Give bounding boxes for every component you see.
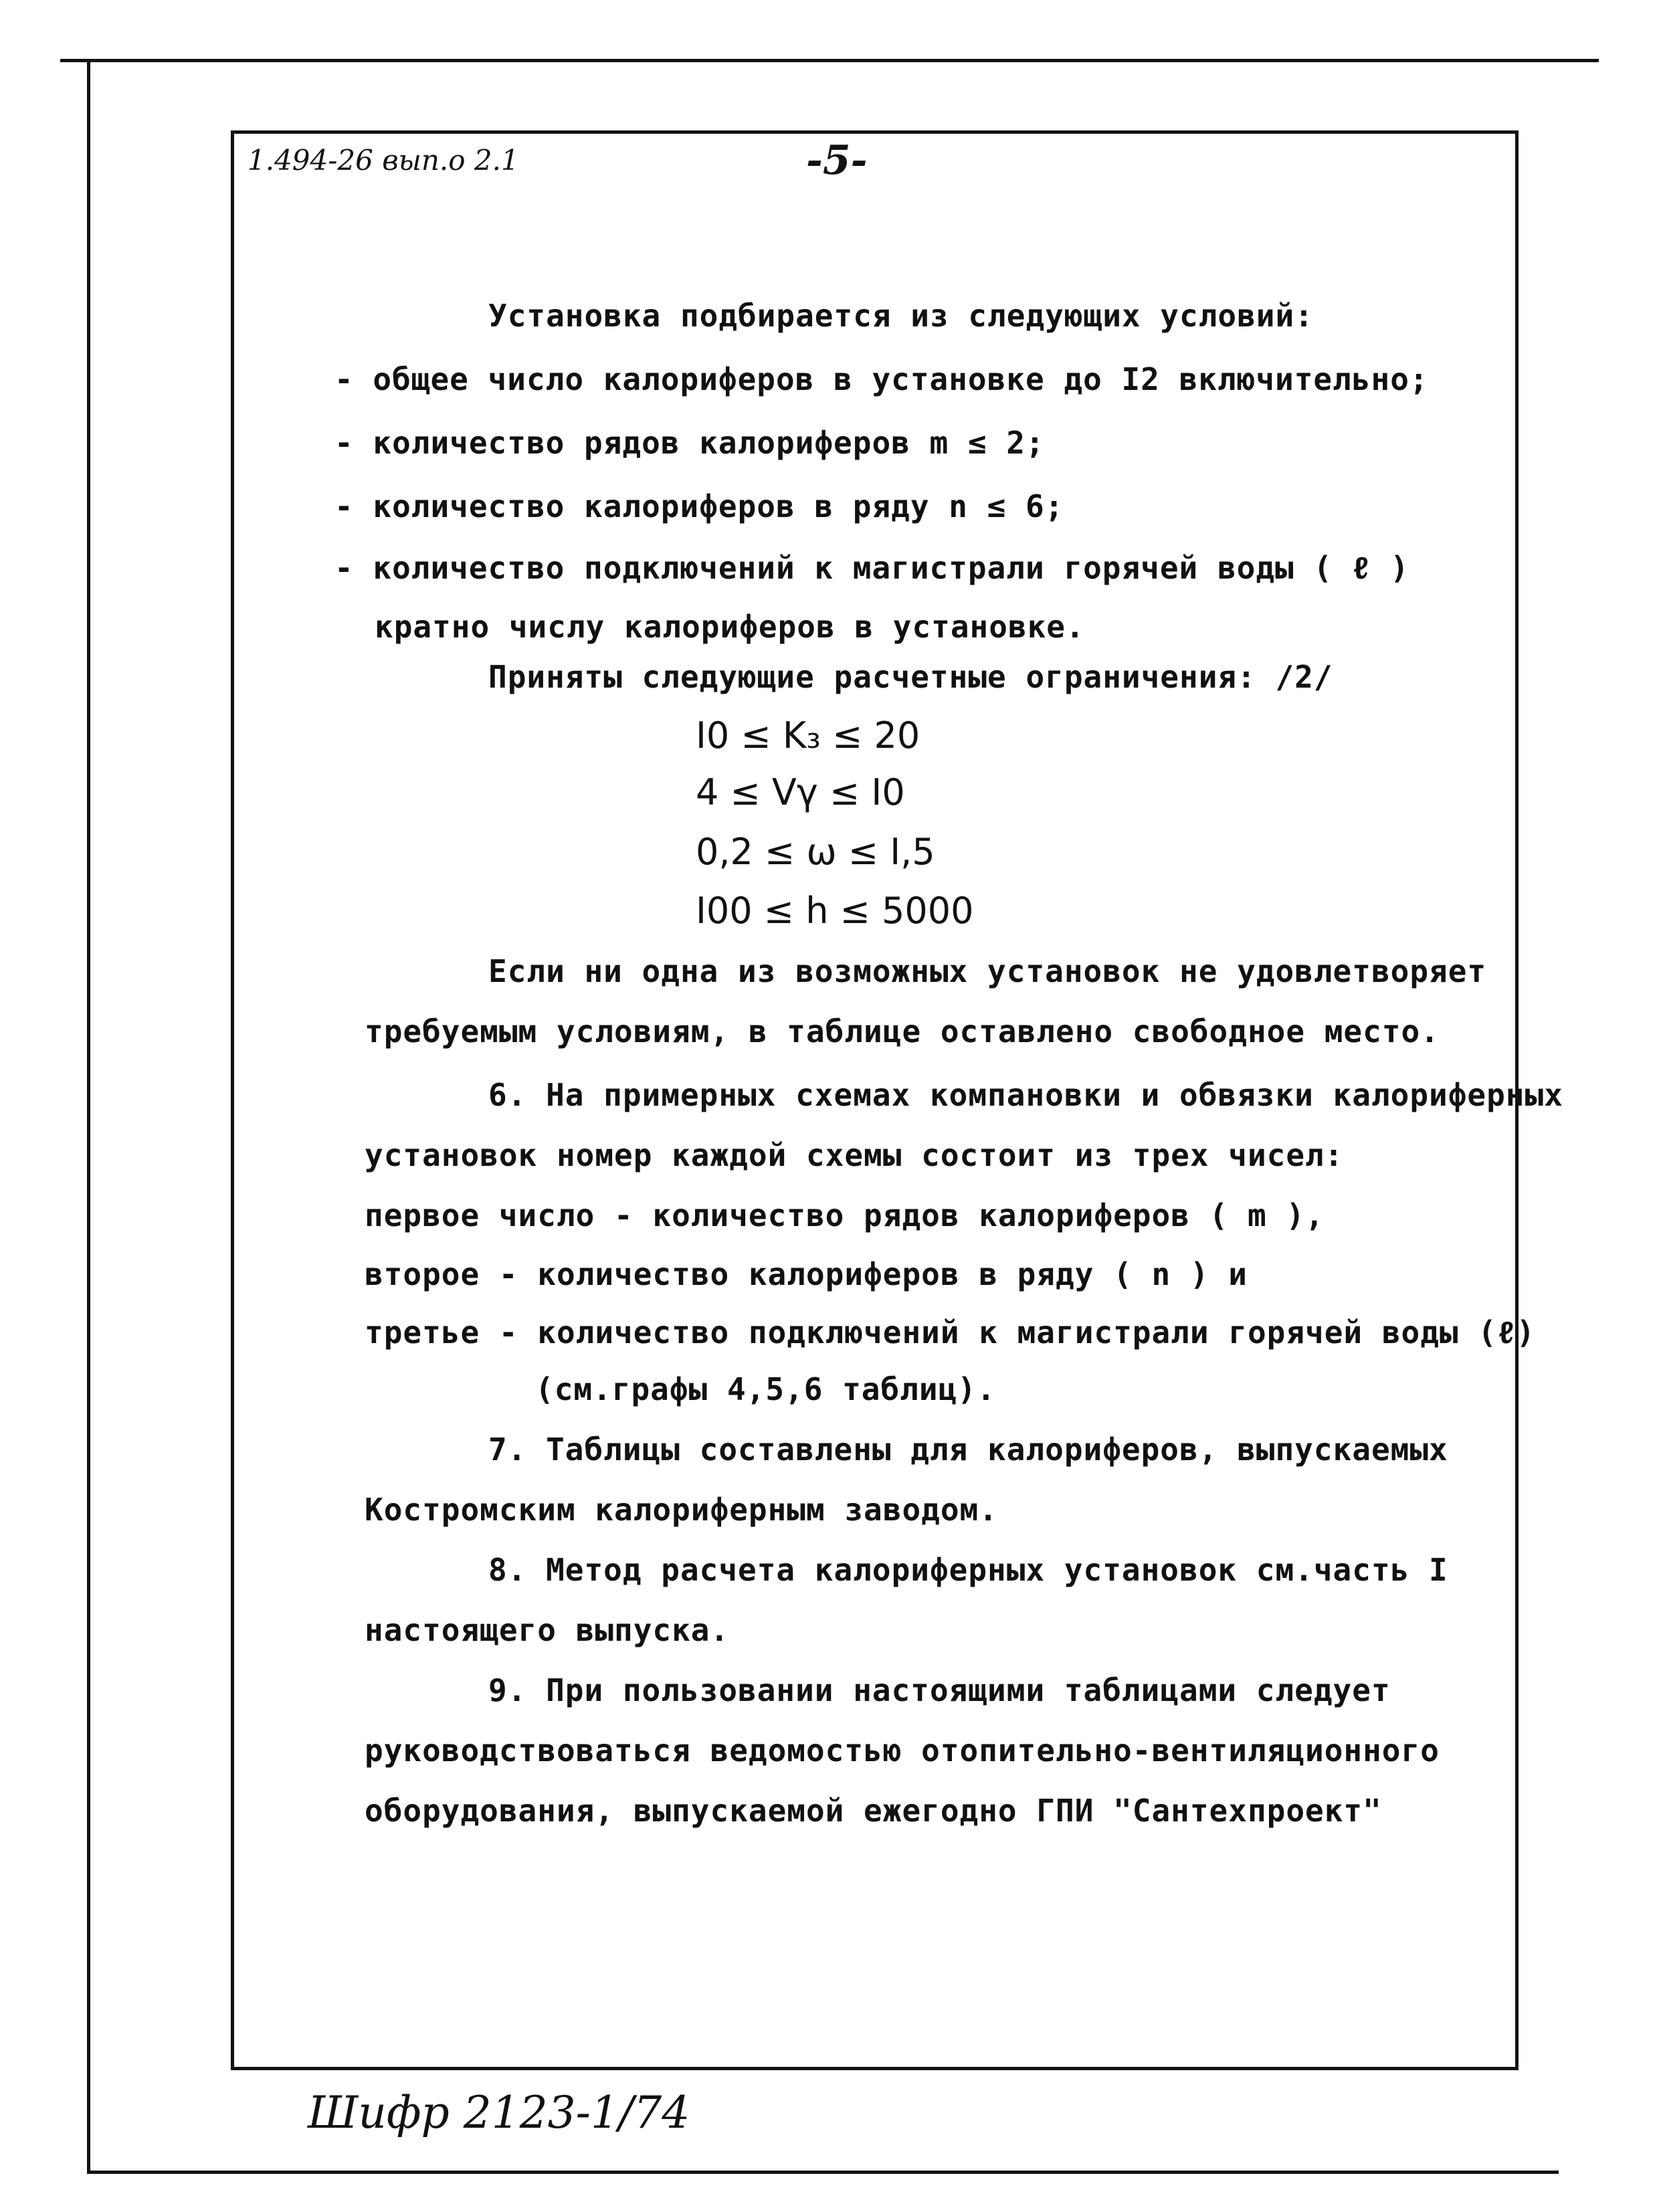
condition-1: - общее число калориферов в установке до I2 включительно; [334, 361, 1429, 397]
footer-cipher: Шифр 2123-1/74 [308, 2087, 690, 2138]
intro-line: Установка подбирается из следующих условий: [488, 298, 1314, 334]
paragraph-line-9: 7. Таблицы составлены для калориферов, выпускаемых [488, 1431, 1448, 1468]
paragraph-line-3: 6. На примерных схемах компановки и обвязки калориферных [488, 1077, 1563, 1113]
outer-frame-bottom [87, 2171, 1559, 2174]
constraint-omega: 0,2 ≤ ω ≤ I,5 [696, 831, 935, 873]
paragraph-line-10: Костромским калориферным заводом. [365, 1492, 998, 1528]
outer-frame-top [60, 59, 1599, 62]
paragraph-line-1: Если ни одна из возможных установок не удовлетворяет [488, 953, 1487, 989]
inner-frame-bottom [231, 2067, 1519, 2070]
constraint-vgamma: 4 ≤ Vγ ≤ I0 [696, 771, 905, 813]
paragraph-line-5: первое число - количество рядов калориферов ( m ), [365, 1197, 1325, 1233]
paragraph-line-6: второе - количество калориферов в ряду ( n ) и [365, 1256, 1248, 1292]
paragraph-line-14: руководствоваться ведомостью отопительно-вентиляционного [365, 1732, 1440, 1769]
condition-3: - количество калориферов в ряду n ≤ 6; [334, 488, 1064, 524]
paragraph-line-15: оборудования, выпускаемой ежегодно ГПИ "Сантехпроект" [365, 1793, 1382, 1829]
inner-frame-top [231, 130, 1519, 134]
doc-reference: 1.494-26 вып.о 2.1 [248, 144, 519, 177]
paragraph-line-11: 8. Метод расчета калориферных установок см.часть I [488, 1552, 1448, 1588]
paragraph-line-12: настоящего выпуска. [365, 1612, 730, 1648]
paragraph-line-7: третье - количество подключений к магистрали горячей воды (ℓ) [365, 1314, 1536, 1350]
paragraph-line-2: требуемым условиям, в таблице оставлено свободное место. [365, 1013, 1440, 1049]
paragraph-line-8: (см.графы 4,5,6 таблиц). [535, 1371, 996, 1407]
constraint-k3: I0 ≤ K₃ ≤ 20 [696, 714, 920, 757]
inner-frame-left [231, 130, 234, 2070]
paragraph-line-13: 9. При пользовании настоящими таблицами следует [488, 1672, 1391, 1708]
condition-2: - количество рядов калориферов m ≤ 2; [334, 425, 1045, 461]
page-number: -5- [806, 137, 868, 184]
paragraph-line-4: установок номер каждой схемы состоит из трех чисел: [365, 1137, 1344, 1173]
condition-4: - количество подключений к магистрали горячей воды ( ℓ ) [334, 550, 1409, 586]
condition-4-cont: кратно числу калориферов в установке. [375, 609, 1085, 645]
outer-frame-left [87, 59, 90, 2173]
constraint-h: I00 ≤ h ≤ 5000 [696, 890, 974, 932]
constraints-intro: Приняты следующие расчетные ограничения: /2/ [488, 659, 1333, 695]
